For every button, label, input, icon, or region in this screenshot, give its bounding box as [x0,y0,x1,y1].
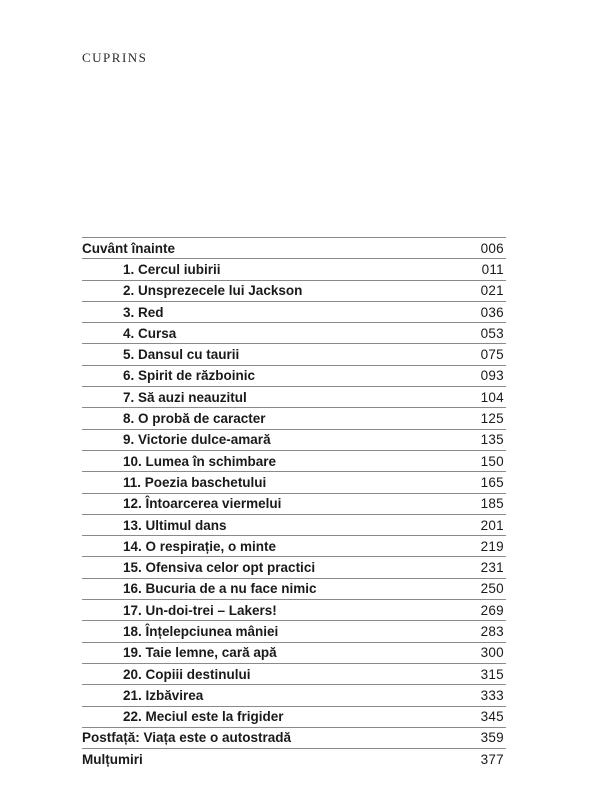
toc-entry-chapter-17 [82,600,506,621]
toc-entry-chapter-10 [82,451,506,472]
toc-entry-page: 333 [480,687,504,703]
toc-entry-title: 11. Poezia baschetului [123,474,267,490]
toc-entry-title: 4. Cursa [123,325,177,341]
toc-entry-page: 185 [480,496,504,512]
toc-entry-chapter-7 [82,387,506,408]
toc-entry-chapter-20 [82,664,506,685]
toc-entry-title: 14. O respirație, o minte [123,538,277,554]
toc-entry-page: 315 [480,666,504,682]
toc-entry-chapter-9 [82,430,506,451]
toc-entry-page: 036 [480,304,504,320]
toc-entry-page: 165 [480,474,504,490]
toc-entry-page: 125 [480,411,504,427]
toc-entry-page: 011 [481,261,504,277]
toc-entry-chapter-19 [82,643,506,664]
toc-entry-page: 269 [480,602,504,618]
toc-entry-chapter-21 [82,685,506,706]
toc-entry-title: 8. O probă de caracter [123,411,266,427]
toc-entry-page: 006 [480,240,504,256]
toc-entry-title: 1. Cercul iubirii [123,261,221,277]
toc-entry-title: 16. Bucuria de a nu face nimic [123,581,317,597]
toc-entry-title: 9. Victorie dulce-amară [123,432,271,448]
toc-entry-page: 021 [480,283,504,299]
toc-entry-page: 345 [480,709,504,725]
toc-entry-page: 135 [480,432,504,448]
toc-entry-title: 19. Taie lemne, cară apă [123,645,277,661]
toc-entry-chapter-11 [82,472,506,493]
toc-entry-title: 22. Meciul este la frigider [123,709,284,725]
toc-entry-page: 075 [480,347,504,363]
toc-entry-chapter-14 [82,536,506,557]
toc-entry-chapter-2 [82,281,506,302]
toc-entry-page: 377 [480,751,504,767]
toc-entry-title: 7. Să auzi neauzitul [123,389,247,405]
toc-entry-page: 150 [480,453,504,469]
toc-entry-title: Postfață: Viața este o autostradă [82,730,292,746]
toc-entry-afterword [82,728,506,749]
toc-entry-page: 300 [480,645,504,661]
toc-entry-title: 18. Înțelepciunea mâniei [123,623,279,639]
toc-entry-chapter-16 [82,579,506,600]
toc-entry-title: 15. Ofensiva celor opt practici [123,560,316,576]
toc-entry-page: 093 [480,368,504,384]
toc-entry-chapter-3 [82,302,506,323]
toc-entry-title: 10. Lumea în schimbare [123,453,277,469]
toc-entry-page: 359 [480,730,504,746]
toc-entry-page: 053 [480,325,504,341]
toc-entry-title: 12. Întoarcerea viermelui [123,496,282,512]
toc-entry-title: 2. Unsprezecele lui Jackson [123,283,303,299]
toc-entry-title: 13. Ultimul dans [123,517,227,533]
toc-entry-page: 250 [480,581,504,597]
toc-entry-title: 20. Copiii destinului [123,666,251,682]
toc-entry-chapter-22 [82,707,506,728]
toc-entry-chapter-18 [82,621,506,642]
toc-entry-title: 21. Izbăvirea [123,687,204,703]
toc-entry-chapter-12 [82,494,506,515]
toc-entry-title: Cuvânt înainte [82,240,176,256]
toc-entry-acknowledgements [82,749,506,769]
toc-entry-title: 5. Dansul cu taurii [123,347,240,363]
toc-entry-chapter-15 [82,557,506,578]
toc-entry-foreword [82,238,506,259]
toc-entry-page: 231 [480,560,504,576]
page-heading: CUPRINS [82,50,148,65]
toc-entry-page: 201 [480,517,504,533]
toc-entry-title: Mulțumiri [82,751,143,767]
toc-entry-page: 283 [480,623,504,639]
toc-entry-page: 219 [480,538,504,554]
toc-entry-chapter-8 [82,408,506,429]
toc-entry-chapter-13 [82,515,506,536]
toc-entry-page: 104 [480,389,504,405]
toc-entry-title: 17. Un-doi-trei – Lakers! [123,602,277,618]
toc-entry-chapter-5 [82,344,506,365]
table-of-contents [82,237,506,769]
toc-entry-title: 6. Spirit de războinic [123,368,256,384]
toc-entry-chapter-1 [82,259,506,280]
toc-entry-chapter-6 [82,366,506,387]
toc-entry-chapter-4 [82,323,506,344]
toc-entry-title: 3. Red [123,304,164,320]
